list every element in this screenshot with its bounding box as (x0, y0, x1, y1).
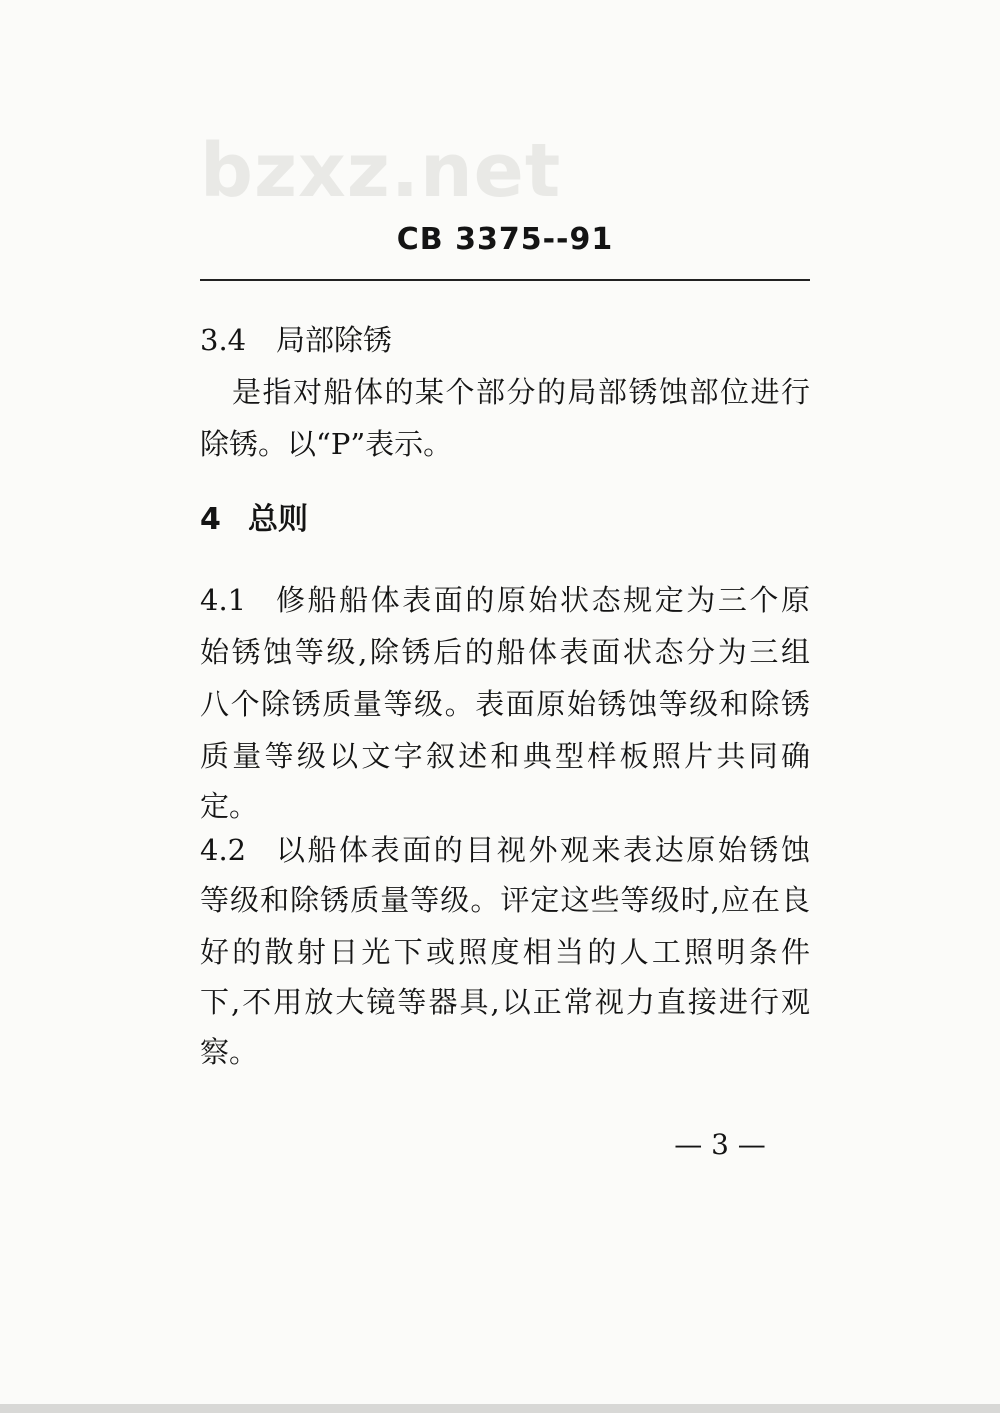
section-4-number: 4 (200, 502, 221, 537)
page-number: — 3 — (674, 1128, 766, 1161)
clause-4-1-text-1: 修船船体表面的原始状态规定为三个原 (276, 583, 810, 617)
scan-bottom-edge (0, 1404, 1000, 1413)
clause-4-2-line-1 (200, 824, 810, 876)
clause-4-2-number: 4.2 (200, 833, 247, 867)
section-4-heading (200, 494, 308, 546)
header-rule (200, 279, 810, 281)
clause-4-2-text-1: 以船体表面的目视外观来表达原始锈蚀 (276, 833, 810, 867)
clause-4-1-line-3: 八个除锈质量等级。表面原始锈蚀等级和除锈 (200, 687, 810, 721)
section-3-4-line-2: 除锈。以“P”表示。 (200, 427, 453, 461)
section-3-4-title: 局部除锈 (276, 323, 393, 357)
section-3-4-heading (200, 314, 810, 366)
clause-4-1-line-1 (200, 574, 810, 626)
clause-4-1-number: 4.1 (200, 583, 247, 617)
clause-4-2-line-3: 好的散射日光下或照度相当的人工照明条件 (200, 935, 810, 969)
standard-code-header: CB 3375--91 (396, 222, 614, 257)
clause-4-1-line-4: 质量等级以文字叙述和典型样板照片共同确 (200, 739, 810, 773)
section-3-4-line-1: 是指对船体的某个部分的局部锈蚀部位进行 (232, 375, 810, 409)
clause-4-1-line-2: 始锈蚀等级,除锈后的船体表面状态分为三组 (200, 635, 810, 669)
clause-4-2-line-2: 等级和除锈质量等级。评定这些等级时,应在良 (200, 883, 810, 917)
watermark: bzxz.net (200, 128, 562, 214)
clause-4-1-line-5: 定。 (200, 789, 259, 823)
section-4-title: 总则 (248, 502, 308, 537)
clause-4-2-line-4: 下,不用放大镜等器具,以正常视力直接进行观 (200, 985, 810, 1019)
clause-4-2-line-5: 察。 (200, 1035, 259, 1069)
section-3-4-number: 3.4 (200, 323, 247, 357)
